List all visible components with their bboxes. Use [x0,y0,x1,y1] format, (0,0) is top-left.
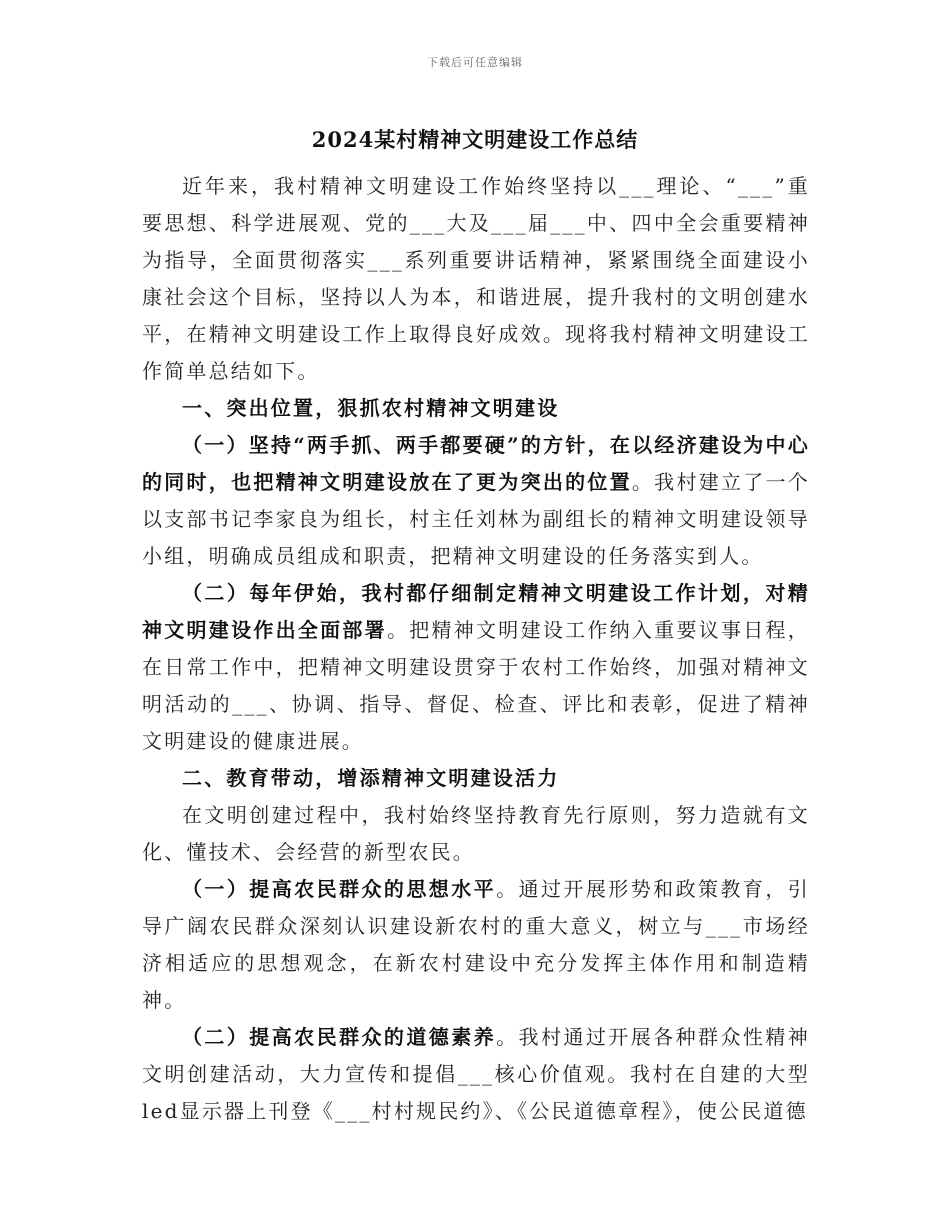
paragraph-text: 。我村建立了一个以支部书记李家良为组长，村主任刘林为副组长的精神文明建设领导小组，明确成员组成和职责，把精神文明建设的任务落实到人。 [142,470,810,568]
paragraph-1-2 [142,575,810,760]
intro-paragraph [142,168,810,390]
paragraph-text: 。我村通过开展各种群众性精神文明创建活动，大力宣传和提倡___核心价值观。我村在自建的大型led显示器上刊登《___村村规民约》、《公民道德章程》，使公民道德 [142,1025,810,1123]
paragraph-2-intro [142,797,810,871]
section-heading-1 [142,390,810,427]
section-heading-2 [142,760,810,797]
heading-text: 二、教育带动，增添精神文明建设活力 [182,766,560,790]
heading-text: 一、突出位置，狠抓农村精神文明建设 [182,396,560,420]
paragraph-2-2 [142,1019,810,1130]
paragraph-text: 在文明创建过程中，我村始终坚持教育先行原则，努力造就有文化、懂技术、会经营的新型农民。 [142,803,810,864]
document-title: 2024某村精神文明建设工作总结 [311,127,639,152]
paragraph-lead: （二）提高农民群众的道德素养 [182,1025,497,1049]
paragraph-lead: （一）提高农民群众的思想水平 [182,877,497,901]
paragraph-lead: （一）坚持“两手抓、两手都要硬”的方针，在以经济建设为中心的同时，也把精神文明建设放在了更为突出的位置 [142,433,810,494]
header-note: 下载后可任意编辑 [427,56,523,69]
paragraph-1-1 [142,427,810,575]
paragraph-text: 近年来，我村精神文明建设工作始终坚持以___理论、“___”重要思想、科学进展观、党的___大及___届___中、四中全会重要精神为指导，全面贯彻落实___系列重要讲话精神，紧紧围绕全面建设小康社会这个目标，坚持以人为本，和谐进展，提升我村的文明创建水平，在精神文明建设工作上取得良好成效。现将我村精神文明建设工作简单总结如下。 [142,174,810,383]
paragraph-2-1 [142,871,810,1019]
paragraph-text: 。通过开展形势和政策教育，引导广阔农民群众深刻认识建设新农村的重大意义，树立与___市场经济相适应的思想观念，在新农村建设中充分发挥主体作用和制造精神。 [142,877,810,1012]
paragraph-lead: （二）每年伊始，我村都仔细制定精神文明建设工作计划，对精神文明建设作出全面部署 [142,581,810,642]
paragraph-text: 。把精神文明建设工作纳入重要议事日程，在日常工作中，把精神文明建设贯穿于农村工作始终，加强对精神文明活动的___、协调、指导、督促、检查、评比和表彰，促进了精神文明建设的健康进展。 [142,618,810,753]
document-body [142,168,810,1130]
